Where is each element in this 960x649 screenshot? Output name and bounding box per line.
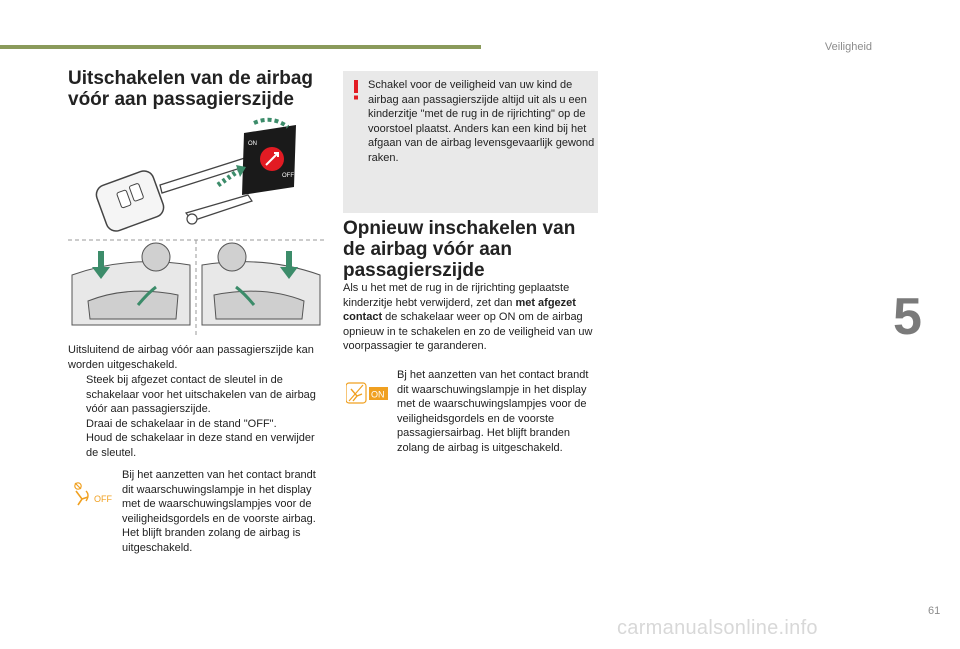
chapter-number: 5 <box>893 288 922 346</box>
list-item <box>68 431 328 460</box>
list-item <box>68 373 328 417</box>
watermark: carmanualsonline.info <box>617 617 818 639</box>
list-item <box>68 417 328 432</box>
deactivate-intro: Uitsluitend de airbag vóór aan passagierszijde kan worden uitgeschakeld. <box>68 344 314 371</box>
step-text: Houd de schakelaar in deze stand en verwijder de sleutel. <box>86 432 315 459</box>
off-indicator-text: Bij het aanzetten van het contact brandt dit waarschuwingslampje in het display met de waarschuwingslampjes voor de veiligheidsgordels en de voorste airbag. Het blijft branden zolang de airbag is uitgeschakeld. <box>122 469 316 554</box>
reactivate-title: Opnieuw inschakelen van de airbag vóór aan passagierszijde <box>343 218 576 281</box>
deactivate-steps <box>68 373 328 460</box>
airbag-off-warning-icon <box>72 481 116 507</box>
page-number: 61 <box>928 605 941 617</box>
airbag-switch-key-illustration <box>68 115 324 335</box>
reactivate-text-bold: met afgezet contact <box>343 296 576 323</box>
reactivate-text-end: de schakelaar weer op ON om de airbag opnieuw in te schakelen en zo de veiligheid van uw voorpassagier te garanderen. <box>343 311 593 352</box>
exclamation-warning-icon <box>352 80 360 100</box>
step-text: Draai de schakelaar in de stand "OFF". <box>86 417 277 430</box>
reactivate-text-start: Als u het met de rug in de rijrichting geplaatste kinderzitje hebt verwijderd, zet dan <box>343 282 570 309</box>
airbag-on-label: ON <box>371 389 385 400</box>
on-indicator-text: Bj het aanzetten van het contact brandt dit waarschuwingslampje in het display met de waarschuwingslampjes voor de veiligheidsgordels en de voorste passagiersairbag. Het blijft branden zolang de airbag is uitgeschakeld. <box>397 369 589 454</box>
switch-on-label: ON <box>248 141 257 147</box>
reactivate-text <box>343 281 598 354</box>
airbag-switch <box>218 120 296 195</box>
airbag-on-warning-icon <box>346 381 390 407</box>
section-label: Veiligheid <box>824 41 872 53</box>
key-icon <box>94 157 252 234</box>
deactivate-title: Uitschakelen van de airbag vóór aan passagierszijde <box>68 68 313 110</box>
step-text: Steek bij afgezet contact de sleutel in de schakelaar voor het uitschakelen van de airbag vóór aan passagierszijde. <box>86 374 316 415</box>
airbag-off-label: OFF <box>94 494 112 504</box>
header-rule <box>0 45 481 49</box>
switch-off-label: OFF <box>282 173 294 179</box>
warning-text: Schakel voor de veiligheid van uw kind de airbag aan passagierszijde altijd uit als u een kinderzitje "met de rug in de rijrichting" op de voorstoel plaatst. Anders kan een kind bij het afgaan van de airbag levensgevaarlijk gewond raken. <box>368 79 595 164</box>
